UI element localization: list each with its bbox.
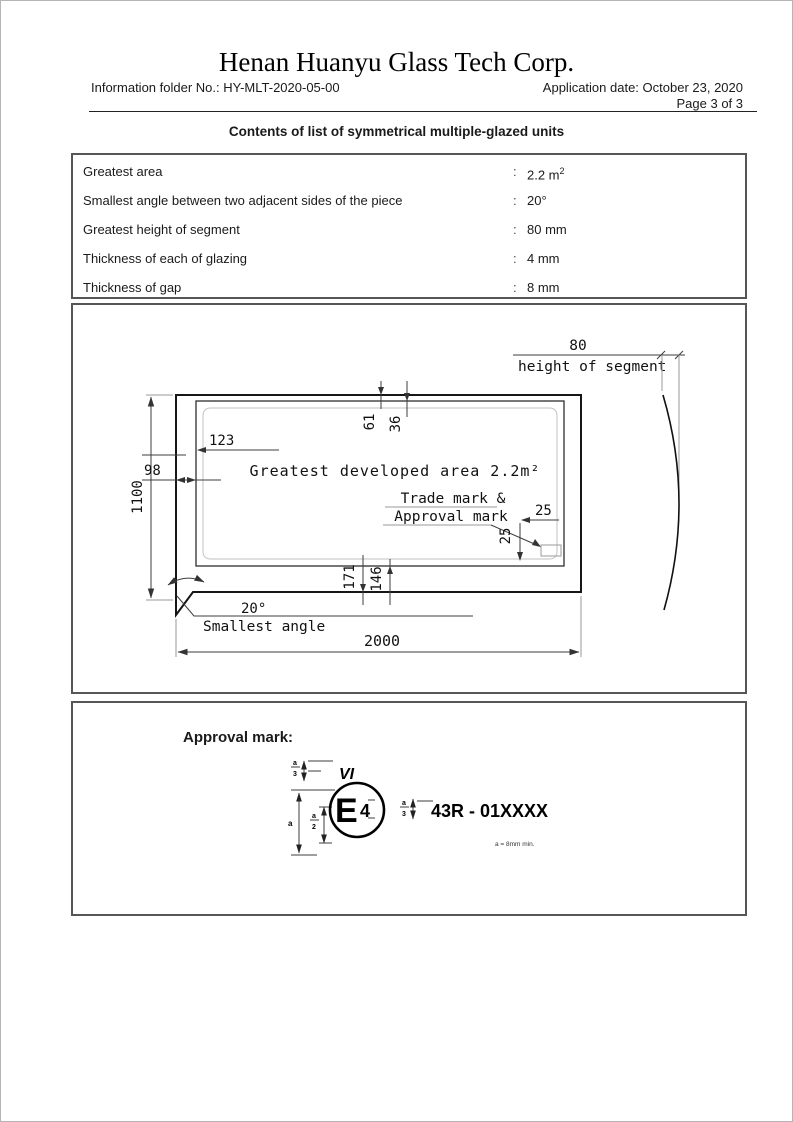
smallest-angle-callout — [168, 578, 473, 635]
dim-80-label: 80 — [569, 338, 587, 354]
dim-2000-label: 2000 — [363, 632, 401, 650]
spec-colon: : — [513, 164, 517, 179]
spec-label: Greatest height of segment — [83, 222, 240, 237]
spec-value-text: 2.2 m — [527, 167, 560, 183]
spec-label: Smallest angle between two adjacent sides of the piece — [83, 193, 403, 208]
dim-98-label: 98 — [144, 463, 161, 479]
e-letter: E — [335, 792, 358, 830]
dim-61-36 — [362, 381, 410, 432]
dim-1100-label: 1100 — [130, 480, 146, 514]
spec-row-gap-thickness — [73, 273, 745, 302]
header-meta-row — [91, 80, 743, 95]
trademark-zone — [541, 545, 561, 556]
spec-value: 8 mm — [527, 280, 560, 295]
developed-area-label: Greatest developed area 2.2m² — [249, 462, 541, 480]
spec-label: Greatest area — [83, 164, 163, 179]
approval-heading: Approval mark: — [183, 729, 294, 746]
approval-mark-diagram — [73, 703, 745, 914]
dim-1100 — [130, 395, 173, 600]
e-number: 4 — [360, 801, 371, 821]
trademark-callout — [383, 491, 561, 561]
regulation-number: 43R - 01XXXX — [431, 801, 549, 821]
frac-3: 3 — [293, 771, 297, 778]
trademark-label-line1: Trade mark & — [400, 491, 506, 507]
spec-row-height-of-segment — [73, 215, 745, 244]
spec-value: 80 mm — [527, 222, 567, 237]
dim-a2 — [310, 807, 332, 843]
application-date: Application date: October 23, 2020 — [542, 80, 743, 95]
dim-a3-top — [291, 760, 333, 781]
dim-61-label: 61 — [362, 413, 378, 431]
spec-label: Thickness of gap — [83, 280, 182, 295]
dim-146-label: 146 — [369, 566, 385, 592]
frac-a: a — [312, 813, 316, 820]
spec-colon: : — [513, 280, 517, 295]
spec-value-sup: 2 — [559, 166, 565, 176]
roman-class-label: VI — [339, 766, 355, 783]
dim-36-label: 36 — [388, 415, 404, 433]
spec-colon: : — [513, 222, 517, 237]
angle-value-label: 20° — [241, 601, 267, 617]
height-of-segment-label: height of segment — [518, 359, 667, 375]
trademark-label-line2: Approval mark — [394, 509, 508, 525]
header-divider — [89, 111, 757, 112]
dim-171-label: 171 — [342, 564, 358, 590]
dim-a-label: a — [288, 819, 293, 828]
page-title: Henan Huanyu Glass Tech Corp. — [218, 47, 575, 77]
smallest-angle-label: Smallest angle — [203, 619, 326, 635]
spec-row-greatest-area — [73, 157, 745, 186]
spec-colon: : — [513, 193, 517, 208]
info-folder-number: Information folder No.: HY-MLT-2020-05-00 — [91, 80, 340, 95]
spec-row-glazing-thickness — [73, 244, 745, 273]
size-note: a = 8mm min. — [495, 841, 535, 848]
approval-mark-panel — [71, 701, 747, 916]
dim-25-v-label: 25 — [498, 527, 514, 545]
e-mark-circle — [330, 783, 384, 837]
dim-a3-right — [400, 799, 433, 819]
spec-label: Thickness of each of glazing — [83, 251, 248, 266]
spec-table — [71, 153, 747, 299]
spec-value — [527, 157, 745, 186]
technical-drawing-panel — [71, 303, 747, 694]
frac-2: 2 — [312, 824, 316, 831]
spec-value: 20° — [527, 193, 547, 208]
page-number: Page 3 of 3 — [676, 96, 743, 111]
segment-arc — [663, 395, 679, 610]
dim-123-label: 123 — [209, 433, 235, 449]
spec-colon: : — [513, 251, 517, 266]
dim-25-h-label: 25 — [535, 503, 552, 519]
spec-row-smallest-angle — [73, 186, 745, 215]
frac-3: 3 — [402, 811, 406, 818]
dim-171-146 — [342, 555, 393, 605]
frac-a: a — [402, 800, 406, 807]
glass-unit-drawing — [73, 305, 745, 692]
spec-value: 4 mm — [527, 251, 560, 266]
section-title: Contents of list of symmetrical multiple-glazed units — [228, 124, 565, 139]
frac-a: a — [293, 760, 297, 767]
